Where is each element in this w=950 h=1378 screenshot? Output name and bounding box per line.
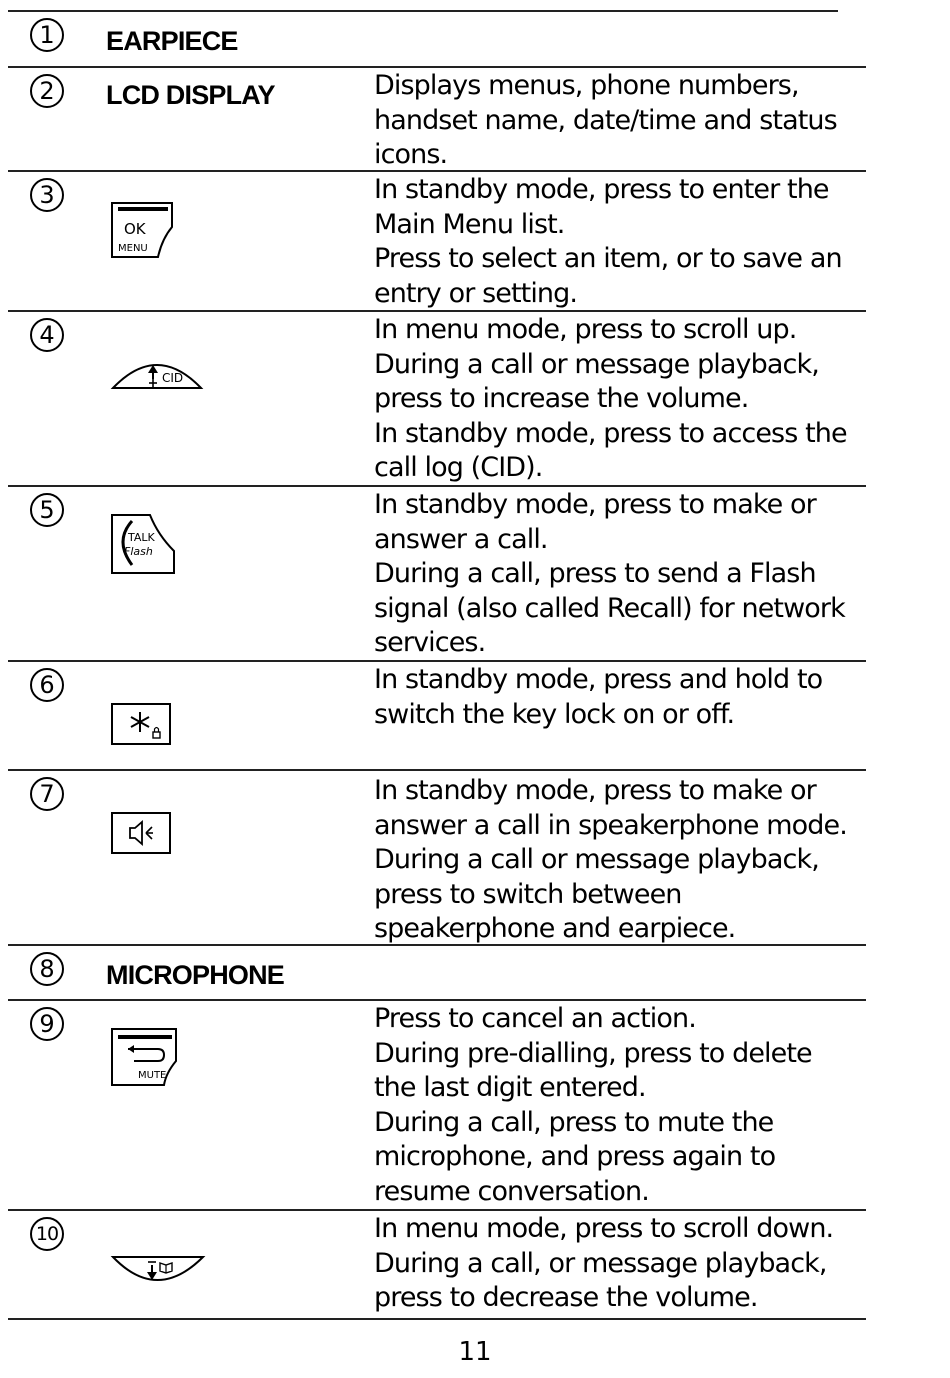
speakerphone-key-icon xyxy=(110,811,174,857)
item-description: In standby mode, press to make or answer a call in speakerphone mode. During a call or message playback, press to switch between speakerphone and earpiece. xyxy=(374,775,847,945)
svg-text:OK: OK xyxy=(124,220,146,238)
item-description: In standby mode, press to make or answer a call. During a call, press to send a Flash signal (also called Recall) for network services. xyxy=(374,489,845,659)
down-phonebook-key-icon xyxy=(110,1253,206,1287)
table-row xyxy=(8,485,866,662)
item-description: Press to cancel an action. During pre-dialling, press to delete the last digit entered. During a call, press to mute the microphone, and press again to resume conversation. xyxy=(374,1003,812,1207)
item-description: In menu mode, press to scroll down. During a call, or message playback, press to decrease the volume. xyxy=(374,1213,834,1314)
item-name: EARPIECE xyxy=(106,26,238,56)
item-number: 6 xyxy=(30,668,64,702)
svg-text:CID: CID xyxy=(162,371,184,385)
table-row xyxy=(8,660,866,771)
table-row xyxy=(8,66,866,172)
item-number: 1 xyxy=(30,18,64,52)
item-number: 4 xyxy=(30,318,64,352)
table-row xyxy=(8,1209,866,1320)
ok-menu-key-icon xyxy=(108,199,178,261)
item-description: In standby mode, press and hold to switch the key lock on or off. xyxy=(374,664,823,730)
item-number: 5 xyxy=(30,493,64,527)
item-description: In standby mode, press to enter the Main Menu list. Press to select an item, or to save an entry or setting. xyxy=(374,174,842,309)
item-name: LCD DISPLAY xyxy=(106,80,275,110)
item-name: MICROPHONE xyxy=(106,960,285,990)
svg-text:TALK: TALK xyxy=(128,531,155,544)
table-row xyxy=(8,769,866,946)
page-number: 11 xyxy=(458,1337,492,1367)
svg-text:Flash: Flash xyxy=(124,545,153,558)
item-number: 10 xyxy=(30,1217,64,1251)
item-number: 3 xyxy=(30,178,64,212)
table-row xyxy=(8,170,866,312)
up-cid-key-icon xyxy=(110,360,204,392)
table-row xyxy=(8,999,866,1211)
table-row xyxy=(8,944,866,1001)
back-mute-key-icon xyxy=(108,1025,184,1089)
svg-text:MUTE: MUTE xyxy=(138,1070,167,1081)
item-description: Displays menus, phone numbers, handset name, date/time and status icons. xyxy=(374,70,837,171)
item-description: In menu mode, press to scroll up. During a call or message playback, press to increase the volume. In standby mode, press to access the call log (CID). xyxy=(374,314,847,484)
star-keylock-key-icon xyxy=(110,702,174,748)
table-bottom-border xyxy=(8,1318,866,1320)
item-number: 9 xyxy=(30,1007,64,1041)
item-number: 2 xyxy=(30,74,64,108)
svg-text:MENU: MENU xyxy=(118,243,148,254)
talk-flash-key-icon xyxy=(108,511,180,577)
table-row xyxy=(8,310,866,487)
item-number: 8 xyxy=(30,952,64,986)
item-number: 7 xyxy=(30,777,64,811)
table-row xyxy=(8,10,838,68)
